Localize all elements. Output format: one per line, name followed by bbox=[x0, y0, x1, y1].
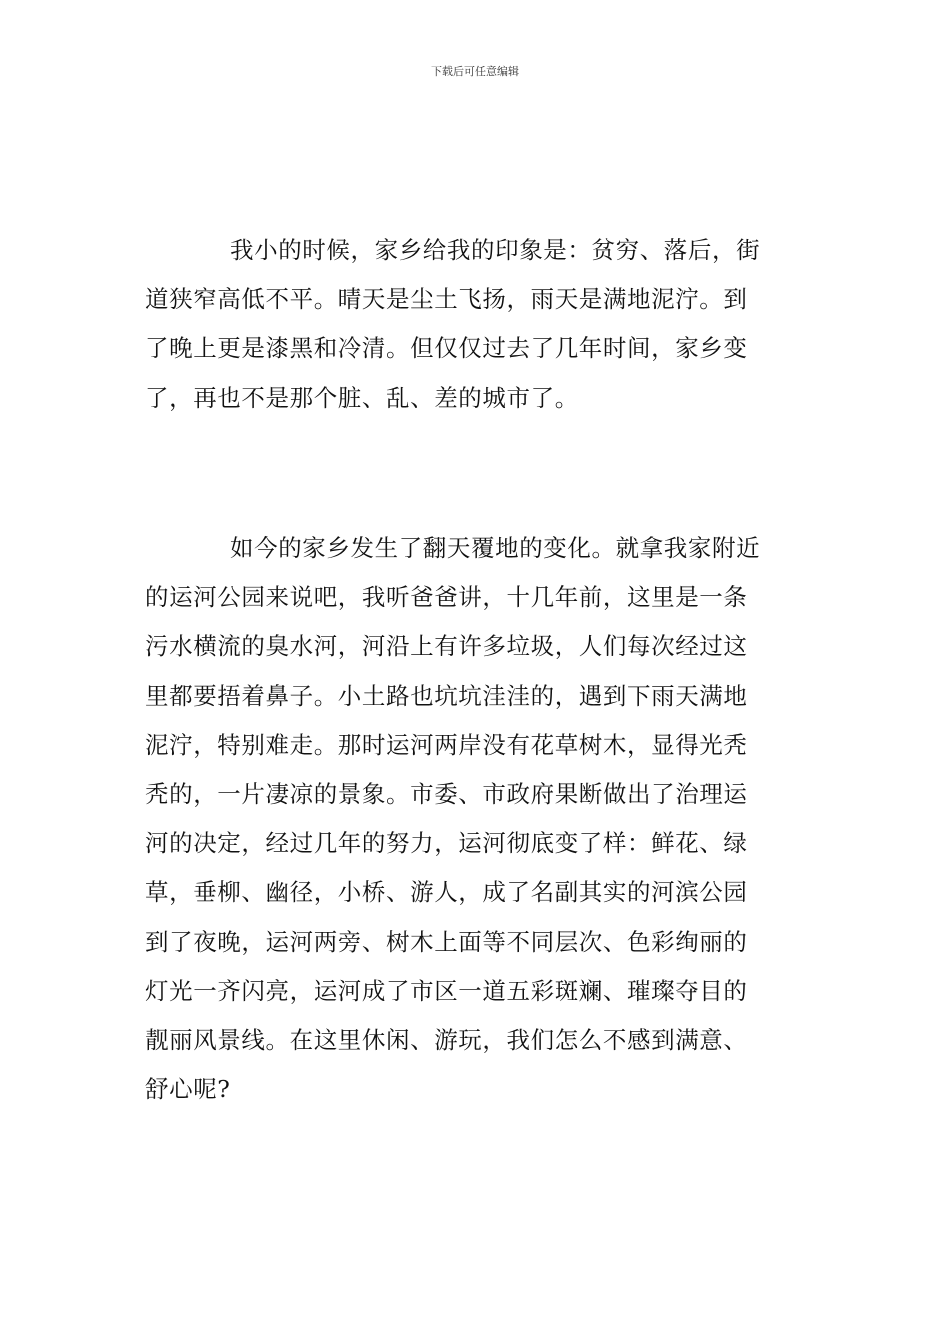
page-header: 下载后可任意编辑 bbox=[431, 65, 519, 78]
paragraph-line: 污水横流的臭水河，河沿上有许多垃圾，人们每次经过这 bbox=[145, 632, 748, 661]
paragraph-line: 了晚上更是漆黑和冷清。但仅仅过去了几年时间，家乡变 bbox=[145, 334, 748, 363]
paragraph-line: 秃的，一片凄凉的景象。市委、市政府果断做出了治理运 bbox=[145, 780, 748, 809]
paragraph-line: 泥泞，特别难走。那时运河两岸没有花草树木，显得光秃 bbox=[145, 730, 748, 759]
paragraph-line: 了，再也不是那个脏、乱、差的城市了。 bbox=[145, 383, 579, 412]
paragraph-line: 靓丽风景线。在这里休闲、游玩，我们怎么不感到满意、 bbox=[145, 1026, 748, 1055]
paragraph-2 bbox=[145, 524, 810, 1114]
paragraph-1 bbox=[145, 226, 810, 423]
paragraph-line: 草，垂柳、幽径，小桥、游人，成了名副其实的河滨公园 bbox=[145, 878, 748, 907]
paragraph-line: 到了夜晚，运河两旁、树木上面等不同层次、色彩绚丽的 bbox=[145, 927, 748, 956]
paragraph-line: 如今的家乡发生了翻天覆地的变化。就拿我家附近 bbox=[230, 534, 761, 562]
paragraph-line: 里都要捂着鼻子。小土路也坑坑洼洼的，遇到下雨天满地 bbox=[145, 681, 748, 710]
paragraph-line: 舒心呢? bbox=[145, 1075, 231, 1104]
paragraph-line: 河的决定，经过几年的努力，运河彻底变了样：鲜花、绿 bbox=[145, 829, 748, 858]
paragraph-line: 道狭窄高低不平。晴天是尘土飞扬，雨天是满地泥泞。到 bbox=[145, 285, 748, 314]
paragraph-line: 灯光一齐闪亮，运河成了市区一道五彩斑斓、璀璨夺目的 bbox=[145, 976, 748, 1005]
paragraph-line: 的运河公园来说吧，我听爸爸讲，十几年前，这里是一条 bbox=[145, 583, 748, 612]
paragraph-line: 我小的时候，家乡给我的印象是：贫穷、落后，街 bbox=[230, 236, 761, 264]
